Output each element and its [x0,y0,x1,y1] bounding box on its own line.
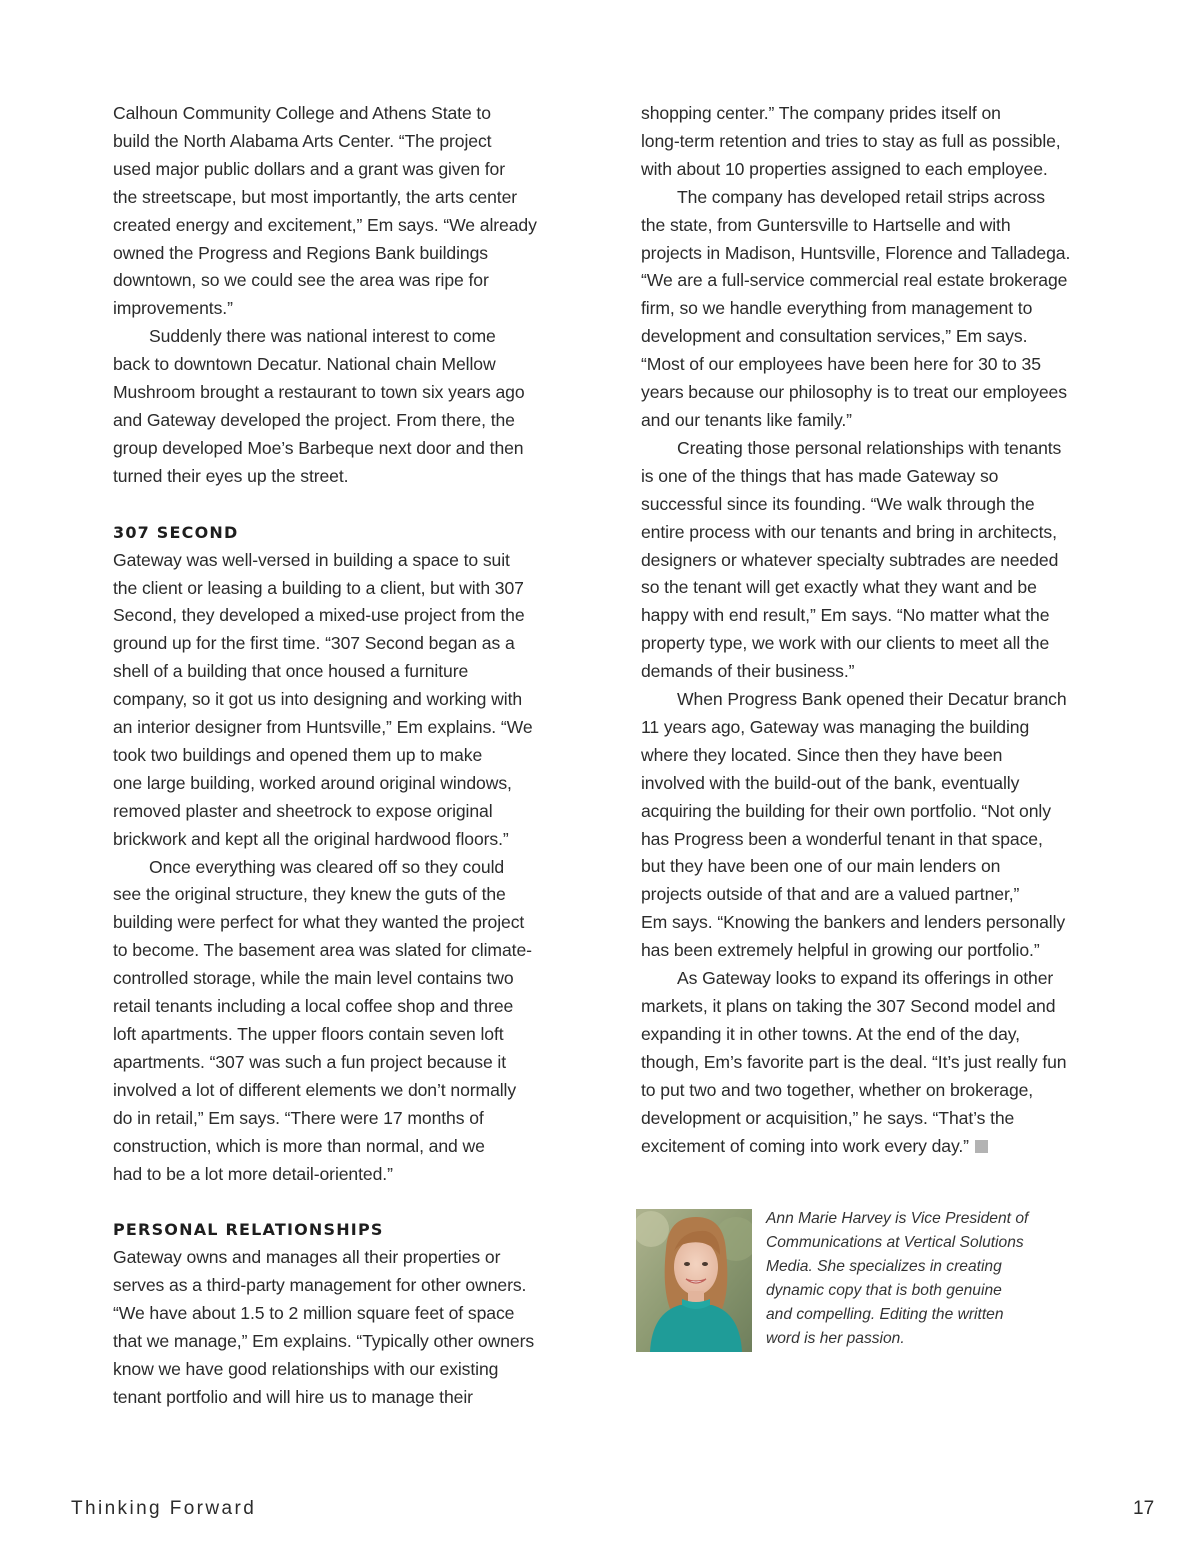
text-line: improvements.” [113,298,233,319]
text-line: designers or whatever specialty subtrades are needed [641,549,1059,570]
text-line: “We are a full-service commercial real estate brokerage [641,270,1068,291]
text-line: Once everything was cleared off so they could [149,856,505,877]
text-line: Creating those personal relationships with tenants [677,437,1062,458]
text-line: Gateway was well-versed in building a space to suit [113,549,510,570]
text-line: an interior designer from Huntsville,” Em explains. “We [113,717,533,738]
text-line: though, Em’s favorite part is the deal. “It’s just really fun [641,1051,1067,1072]
text-line: the streetscape, but most importantly, the arts center [113,186,518,207]
section-heading-307-second: 307 SECOND [113,522,239,542]
text-line: used major public dollars and a grant was given for [113,158,505,179]
paragraph [113,547,591,854]
spacer [113,1188,591,1216]
paragraph [113,100,591,323]
text-line: successful since its founding. “We walk through the [641,493,1035,514]
text-line: demands of their business.” [641,661,855,682]
text-line: involved a lot of different elements we don’t normally [113,1079,517,1100]
bio-line: Ann Marie Harvey is Vice President of [766,1210,1029,1227]
text-line: so the tenant will get exactly what they want and be [641,577,1037,598]
paragraph [113,1244,591,1411]
text-line: had to be a lot more detail-oriented.” [113,1163,393,1184]
text-line: with about 10 properties assigned to each employee. [641,158,1048,179]
bio-line: dynamic copy that is both genuine [766,1282,1002,1299]
text-line: brickwork and kept all the original hardwood floors.” [113,828,509,849]
text-line: controlled storage, while the main level contains two [113,968,514,989]
text-line: build the North Alabama Arts Center. “The project [113,130,492,151]
text-line: acquiring the building for their own portfolio. “Not only [641,800,1051,821]
text-line: and Gateway developed the project. From there, the [113,409,515,430]
text-line: Gateway owns and manages all their properties or [113,1247,501,1268]
text-line: As Gateway looks to expand its offerings in other [677,968,1054,989]
left-column [113,100,591,1412]
text-line: downtown, so we could see the area was ripe for [113,270,489,291]
paragraph [113,323,591,490]
bio-line: Media. She specializes in creating [766,1258,1002,1275]
text-line: removed plaster and sheetrock to expose original [113,800,493,821]
author-photo [636,1209,752,1352]
text-line: shell of a building that once housed a furniture [113,661,469,682]
author-bio [766,1207,1126,1351]
text-line: Mushroom brought a restaurant to town six years ago [113,382,525,403]
text-line: Second, they developed a mixed-use project from the [113,605,525,626]
text-line: When Progress Bank opened their Decatur branch [677,689,1067,710]
text-line: took two buildings and opened them up to make [113,744,483,765]
text-line: excitement of coming into work every day.” [641,1135,969,1156]
text-line: building were perfect for what they wanted the project [113,912,525,933]
text-line: The company has developed retail strips across [677,186,1045,207]
text-line: Em says. “Knowing the bankers and lenders personally [641,912,1066,933]
text-line: created energy and excitement,” Em says. “We already [113,214,537,235]
spacer [113,491,591,519]
paragraph [641,686,1121,965]
text-line: retail tenants including a local coffee shop and three [113,996,514,1017]
bio-line: and compelling. Editing the written [766,1306,1004,1323]
text-line: the state, from Guntersville to Hartselle and with [641,214,1011,235]
text-line: but they have been one of our main lenders on [641,856,1001,877]
text-line: development or acquisition,” he says. “That’s the [641,1107,1015,1128]
text-line: ground up for the first time. “307 Second began as a [113,633,515,654]
paragraph [113,854,591,1189]
section-heading-personal-relationships: PERSONAL RELATIONSHIPS [113,1220,384,1240]
text-line: know we have good relationships with our existing [113,1358,499,1379]
text-line: has been extremely helpful in growing our portfolio.” [641,940,1040,961]
publication-title: Thinking Forward [71,1498,257,1519]
text-line: entire process with our tenants and bring in architects, [641,521,1057,542]
text-line: long-term retention and tries to stay as full as possible, [641,130,1061,151]
text-line: apartments. “307 was such a fun project because it [113,1051,507,1072]
page-number: 17 [1133,1498,1155,1519]
text-line: to put two and two together, whether on brokerage, [641,1079,1034,1100]
text-line: do in retail,” Em says. “There were 17 months of [113,1107,484,1128]
text-line: years because our philosophy is to treat our employees [641,382,1067,403]
text-line: shopping center.” The company prides itself on [641,103,1001,123]
end-mark-icon [975,1140,988,1153]
text-line: to become. The basement area was slated for climate- [113,940,532,961]
text-line: “We have about 1.5 to 2 million square feet of space [113,1303,515,1324]
text-line: that we manage,” Em explains. “Typically other owners [113,1331,535,1352]
text-line: and our tenants like family.” [641,409,852,430]
text-line: Calhoun Community College and Athens State to [113,103,491,123]
paragraph [641,100,1121,184]
text-line: where they located. Since then they have been [641,744,1003,765]
paragraph [641,435,1121,686]
text-line: development and consultation services,” Em says. [641,326,1028,347]
paragraph [641,184,1121,435]
text-line: construction, which is more than normal, and we [113,1135,485,1156]
text-line: serves as a third-party management for other owners. [113,1275,527,1296]
text-line: owned the Progress and Regions Bank buildings [113,242,488,263]
text-line: see the original structure, they knew the guts of the [113,884,506,905]
bio-line: word is her passion. [766,1330,905,1347]
text-line: expanding it in other towns. At the end of the day, [641,1023,1020,1044]
text-line: one large building, worked around original windows, [113,772,512,793]
paragraph [641,965,1121,1160]
bio-line: Communications at Vertical Solutions [766,1234,1024,1251]
text-line: projects in Madison, Huntsville, Florence and Talladega. [641,242,1071,263]
text-line: company, so it got us into designing and working with [113,689,523,710]
text-line: is one of the things that has made Gateway so [641,465,999,486]
text-line: happy with end result,” Em says. “No matter what the [641,605,1050,626]
text-line: tenant portfolio and will hire us to manage their [113,1386,473,1407]
text-line: the client or leasing a building to a client, but with 307 [113,577,524,598]
right-column [641,100,1121,1160]
text-line: Suddenly there was national interest to come [149,326,496,347]
text-line-last [641,1133,1121,1161]
text-line: firm, so we handle everything from management to [641,298,1033,319]
text-line: turned their eyes up the street. [113,465,349,486]
author-portrait-image [636,1209,752,1352]
text-line: 11 years ago, Gateway was managing the building [641,716,1030,737]
text-line: back to downtown Decatur. National chain Mellow [113,354,496,375]
text-line: has Progress been a wonderful tenant in that space, [641,828,1043,849]
text-line: “Most of our employees have been here for 30 to 35 [641,354,1041,375]
text-line: involved with the build-out of the bank, eventually [641,772,1020,793]
text-line: property type, we work with our clients to meet all the [641,633,1050,654]
text-line: projects outside of that and are a valued partner,” [641,884,1020,905]
text-line: group developed Moe’s Barbeque next door and then [113,437,524,458]
text-line: markets, it plans on taking the 307 Second model and [641,996,1056,1016]
text-line: loft apartments. The upper floors contain seven loft [113,1024,504,1044]
